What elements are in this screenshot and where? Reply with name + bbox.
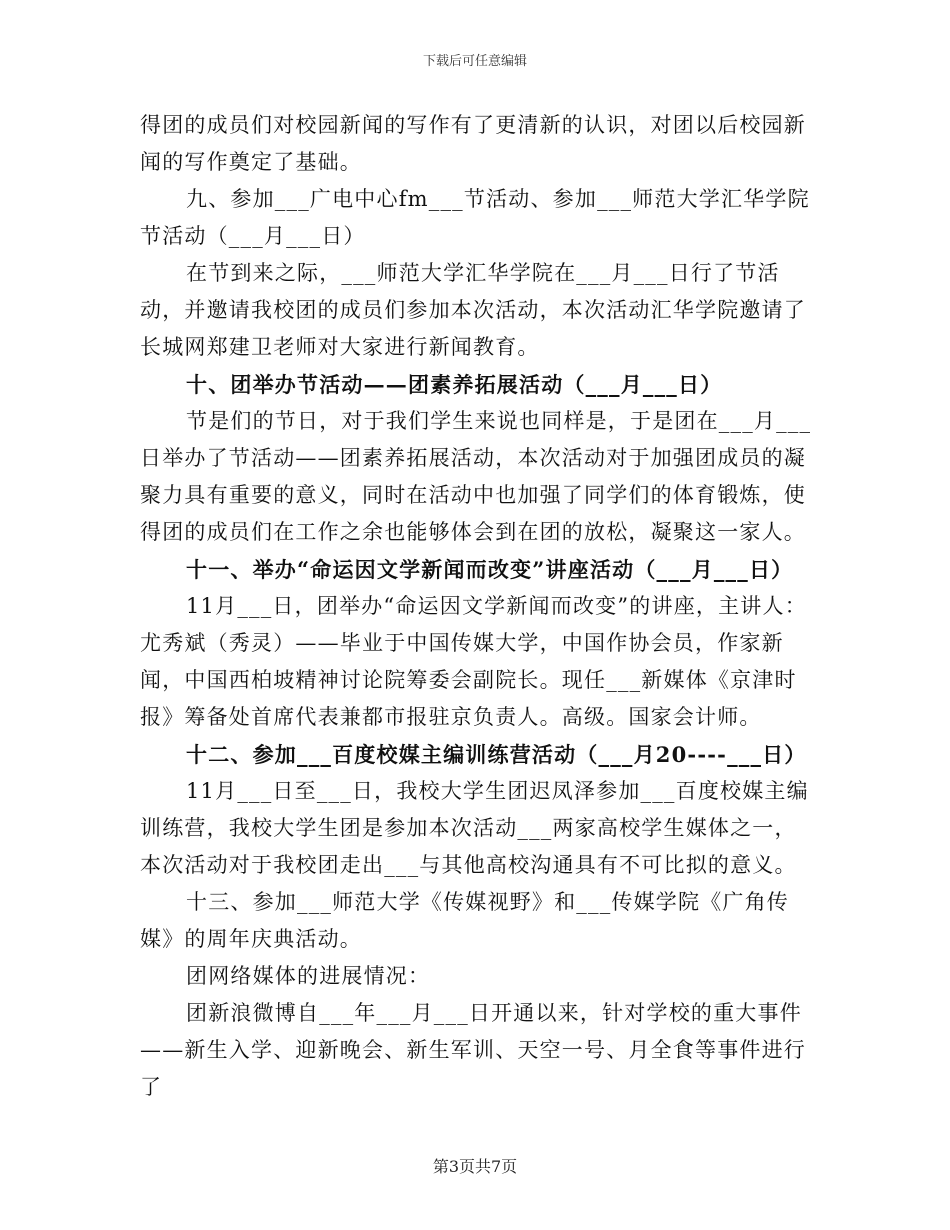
paragraph-continuation: 得团的成员们对校园新闻的写作有了更清新的认识，对团以后校园新闻的写作奠定了基础。: [140, 113, 806, 174]
paragraph-section-9: 在节到来之际，___师范大学汇华学院在___月___日行了节活动，并邀请我校团的成员们参加本次活动，本次活动汇华学院邀请了长城网郑建卫老师对大家进行新闻教育。: [140, 261, 806, 359]
section-heading-11: 十一、举办“命运因文学新闻而改变”讲座活动（___月___日）: [186, 557, 794, 582]
document-body: [140, 107, 816, 1106]
paragraph-weibo: 团新浪微博自___年___月___日开通以来，针对学校的重大事件——新生入学、迎新晚会、新生军训、天空一号、月全食等事件进行了: [140, 1001, 806, 1099]
section-heading-9: 九、参加___广电中心fm___节活动、参加___师范大学汇华学院节活动（___月___日）: [140, 187, 810, 248]
page-number: 第3页共7页: [432, 1157, 518, 1176]
paragraph-section-11: 11月___日，团举办“命运因文学新闻而改变”的讲座，主讲人：尤秀斌（秀灵）——毕业于中国传媒大学，中国作协会员，作家新闻，中国西柏坡精神讨论院筹委会副院长。现任___新媒体《京津时报》筹备处首席代表兼都市报驻京负责人。高级。国家会计师。: [140, 594, 807, 729]
section-heading-10: 十、团举办节活动——团素养拓展活动（___月___日）: [186, 372, 723, 397]
paragraph-section-10: 节是们的节日，对于我们学生来说也同样是，于是团在___月___日举办了节活动——团素养拓展活动，本次活动对于加强团成员的凝聚力具有重要的意义，同时在活动中也加强了同学们的体育锻炼，使得团的成员们在工作之余也能够体会到在团的放松，凝聚这一家人。: [140, 409, 812, 544]
section-heading-12: 十二、参加___百度校媒主编训练营活动（___月20----___日）: [186, 742, 807, 767]
page-header: 下载后可任意编辑: [422, 54, 527, 69]
subheading-network-media: 团网络媒体的进展情况：: [186, 964, 431, 988]
paragraph-section-12: 11月___日至___日，我校大学生团迟凤泽参加___百度校媒主编训练营，我校大学生团是参加本次活动___两家高校学生媒体之一，本次活动对于我校团走出___与其他高校沟通具有不可比拟的意义。: [140, 779, 809, 877]
section-heading-13: 十三、参加___师范大学《传媒视野》和___传媒学院《广角传媒》的周年庆典活动。: [140, 890, 789, 951]
